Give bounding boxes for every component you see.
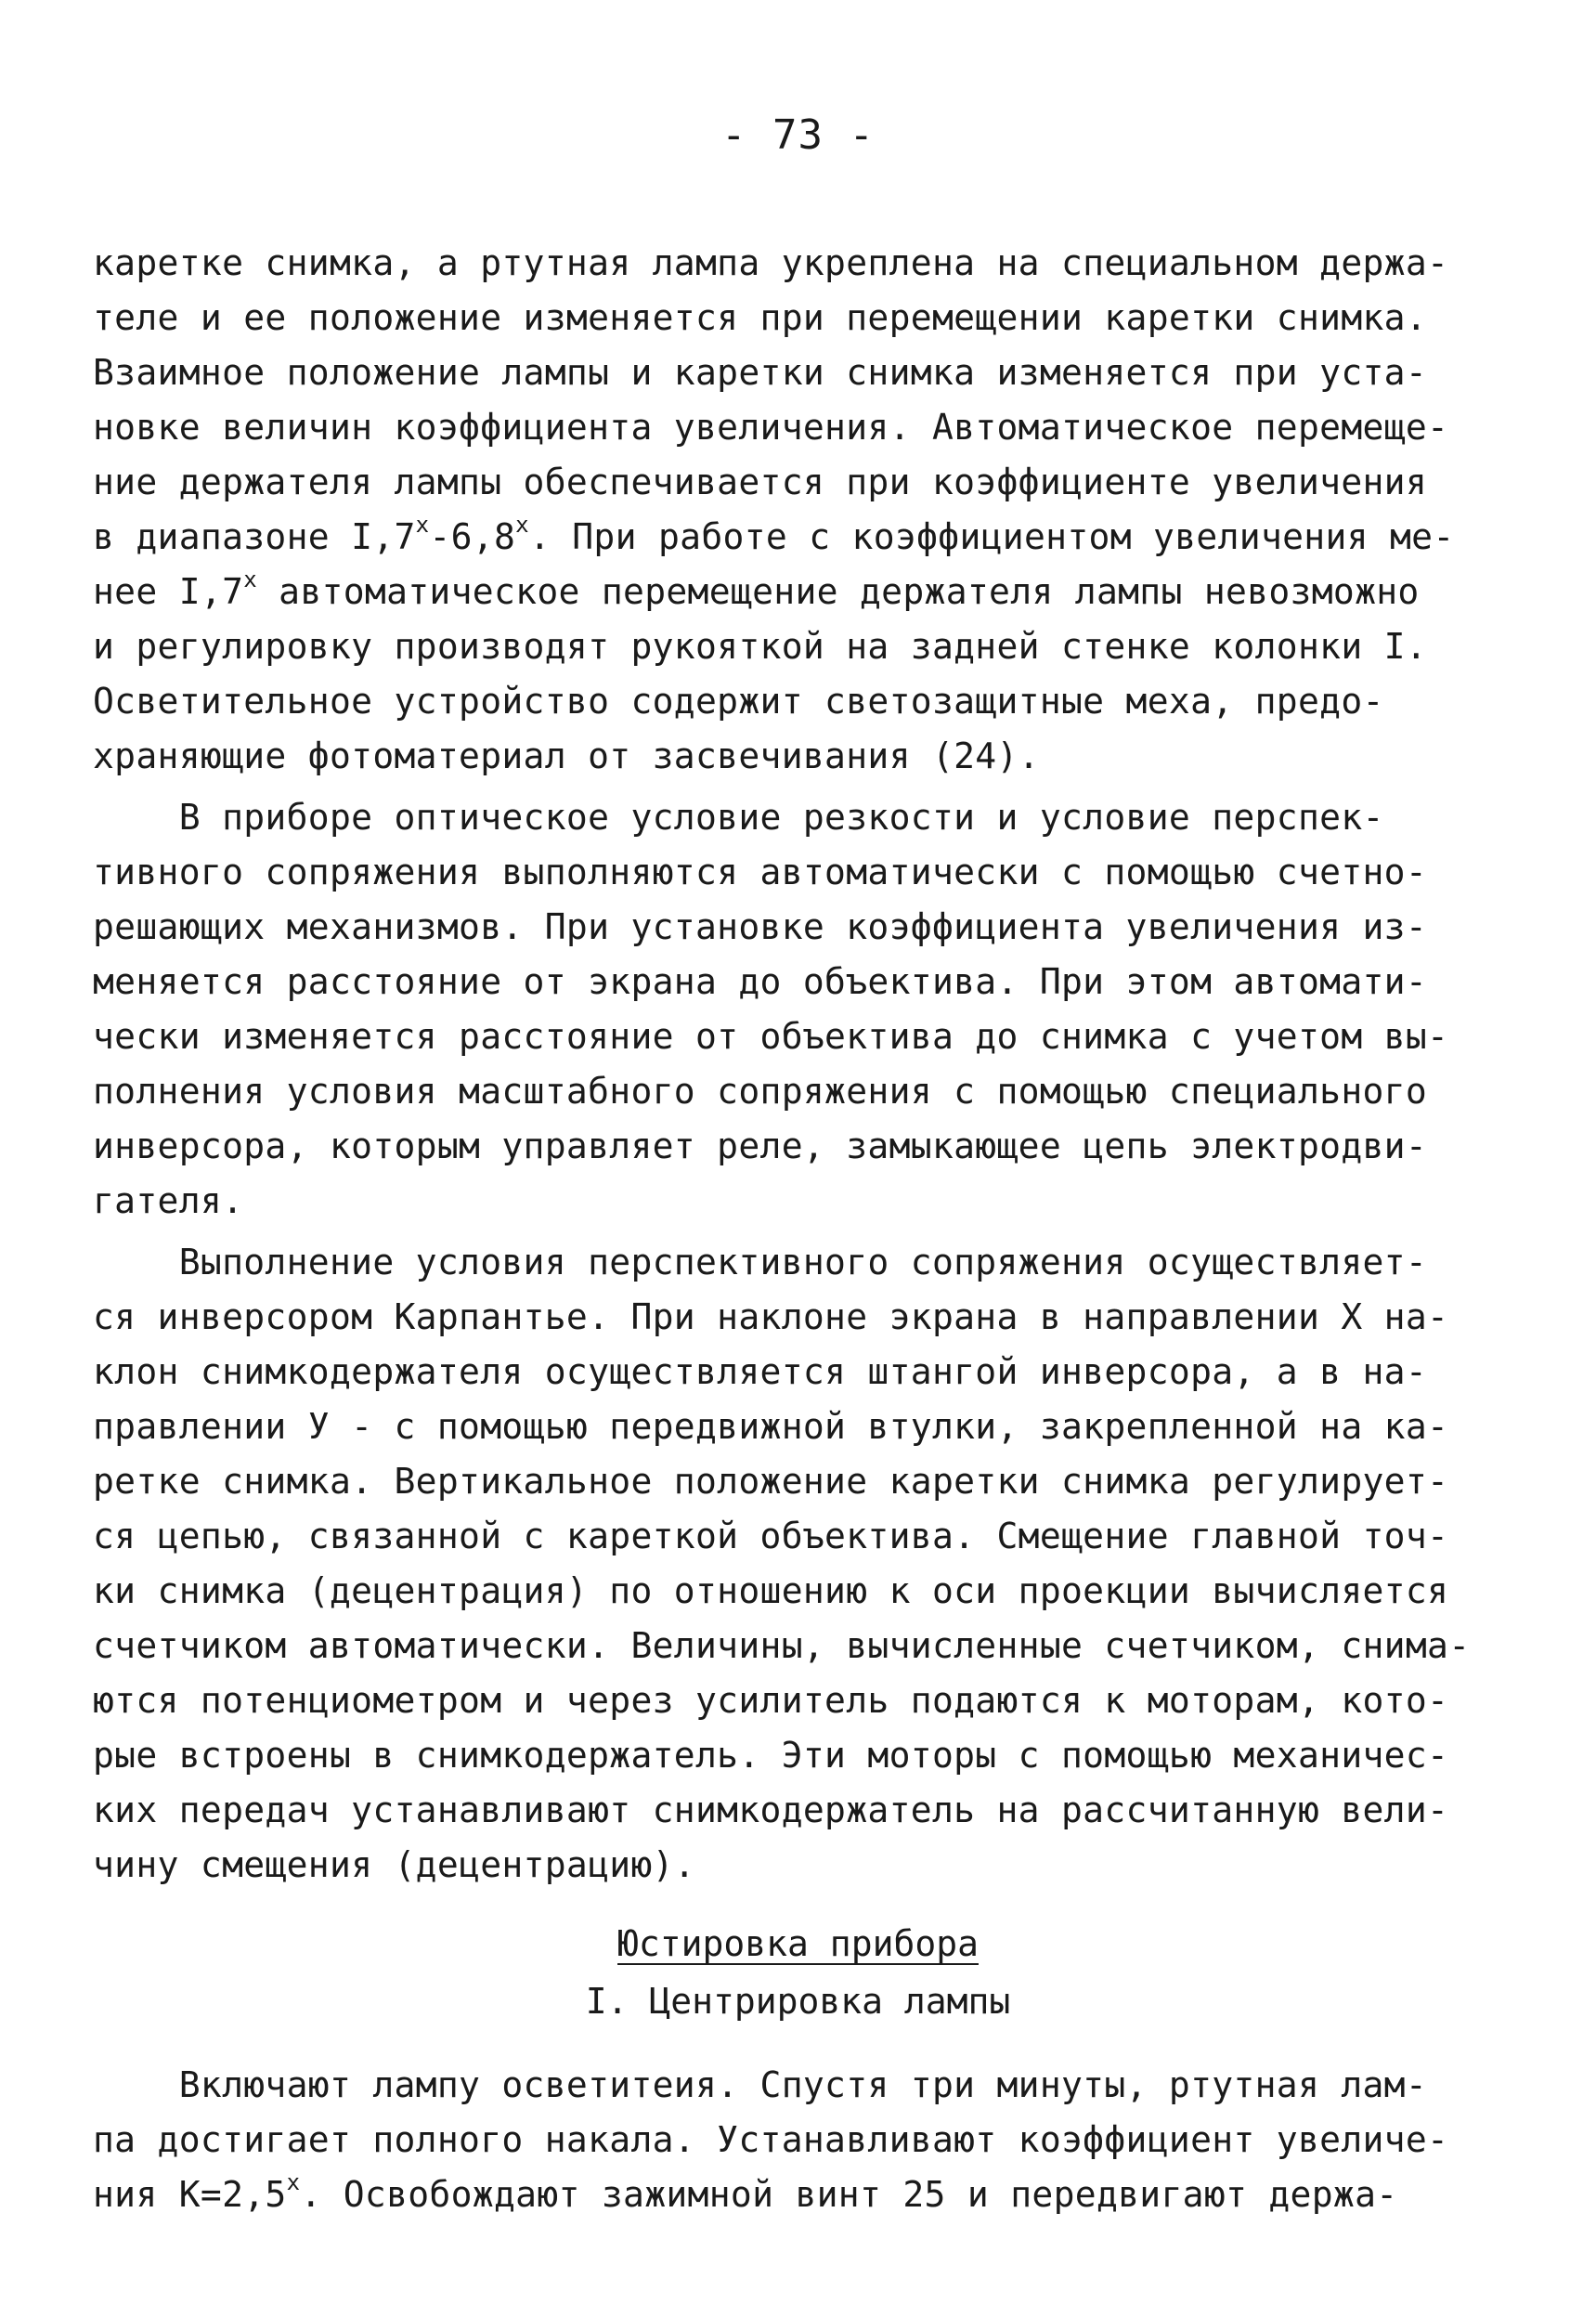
text-line: па достигает полного накала. Устанавливают коэффициент увеличе- <box>93 2119 1449 2160</box>
section-heading-text: Юстировка прибора <box>617 1923 979 1964</box>
text-line: ние держателя лампы обеспечивается при коэффициенте увеличения <box>93 462 1428 502</box>
text-line: чину смещения (децентрацию). <box>93 1844 695 1885</box>
text-fragment: ния К=2,5 <box>93 2174 287 2215</box>
section-heading <box>0 1916 1596 1972</box>
text-line: Осветительное устройство содержит светозащитные меха, предо- <box>93 681 1384 722</box>
text-line: храняющие фотоматериал от засвечивания (24). <box>93 735 1040 776</box>
text-fragment: -6,8 <box>429 516 516 557</box>
text-line: каретке снимка, а ртутная лампа укреплена на специальном держа- <box>93 242 1449 283</box>
text-line: теле и ее положение изменяется при перемещении каретки снимка. <box>93 297 1428 338</box>
text-line: ки снимка (децентрация) по отношению к оси проекции вычисляется <box>93 1570 1449 1611</box>
text-line <box>93 564 1420 619</box>
page-number: - 73 - <box>721 111 875 159</box>
text-fragment: нее I,7 <box>93 571 244 612</box>
text-line <box>93 509 1455 565</box>
text-line <box>93 2167 1397 2222</box>
text-line: чески изменяется расстояние от объектива до снимка с учетом вы- <box>93 1016 1449 1057</box>
text-line: тивного сопряжения выполняются автоматически с помощью счетно- <box>93 852 1428 892</box>
text-line: инверсора, которым управляет реле, замыкающее цепь электродви- <box>93 1126 1428 1166</box>
text-fragment: автоматическое перемещение держателя лампы невозможно <box>257 571 1420 612</box>
text-line: Выполнение условия перспективного сопряжения осуществляет- <box>93 1242 1428 1282</box>
text-line: и регулировку производят рукояткой на задней стенке колонки I. <box>93 626 1428 667</box>
superscript: х <box>515 512 529 539</box>
text-line: ретке снимка. Вертикальное положение каретки снимка регулирует- <box>93 1461 1449 1502</box>
text-line: ких передач устанавливают снимкодержатель на рассчитанную вели- <box>93 1790 1449 1830</box>
text-line: ются потенциометром и через усилитель подаются к моторам, кото- <box>93 1680 1449 1721</box>
text-line: рые встроены в снимкодержатель. Эти моторы с помощью механичес- <box>93 1735 1449 1776</box>
text-line: ся цепью, связанной с кареткой объектива. Смещение главной точ- <box>93 1516 1449 1556</box>
text-line: гателя. <box>93 1180 244 1221</box>
superscript: х <box>415 512 430 539</box>
text-line: клон снимкодержателя осуществляется штангой инверсора, а в на- <box>93 1351 1428 1392</box>
text-line: Включают лампу осветитеия. Спустя три минуты, ртутная лам- <box>93 2064 1428 2105</box>
subsection-heading: I. Центрировка лампы <box>585 1981 1011 2022</box>
text-fragment: в диапазоне I,7 <box>93 516 416 557</box>
text-line: полнения условия масштабного сопряжения с помощью специального <box>93 1071 1428 1112</box>
superscript: х <box>243 566 257 593</box>
text-fragment: . При работе с коэффициентом увеличения ме- <box>528 516 1455 557</box>
text-fragment: . Освобождают зажимной винт 25 и передвигают держа- <box>300 2174 1398 2215</box>
text-line: меняется расстояние от экрана до объектива. При этом автомати- <box>93 961 1428 1002</box>
text-line: В приборе оптическое условие резкости и условие перспек- <box>93 797 1384 838</box>
text-line: решающих механизмов. При установке коэффициента увеличения из- <box>93 906 1428 947</box>
superscript: х <box>286 2169 301 2196</box>
text-line: новке величин коэффициента увеличения. Автоматическое перемеще- <box>93 407 1449 448</box>
text-line: Взаимное положение лампы и каретки снимка изменяется при уста- <box>93 352 1428 393</box>
text-line: счетчиком автоматически. Величины, вычисленные счетчиком, снима- <box>93 1625 1471 1666</box>
text-line: ся инверсором Карпантье. При наклоне экрана в направлении Х на- <box>93 1296 1449 1337</box>
text-line: правлении У - с помощью передвижной втулки, закрепленной на ка- <box>93 1406 1449 1447</box>
